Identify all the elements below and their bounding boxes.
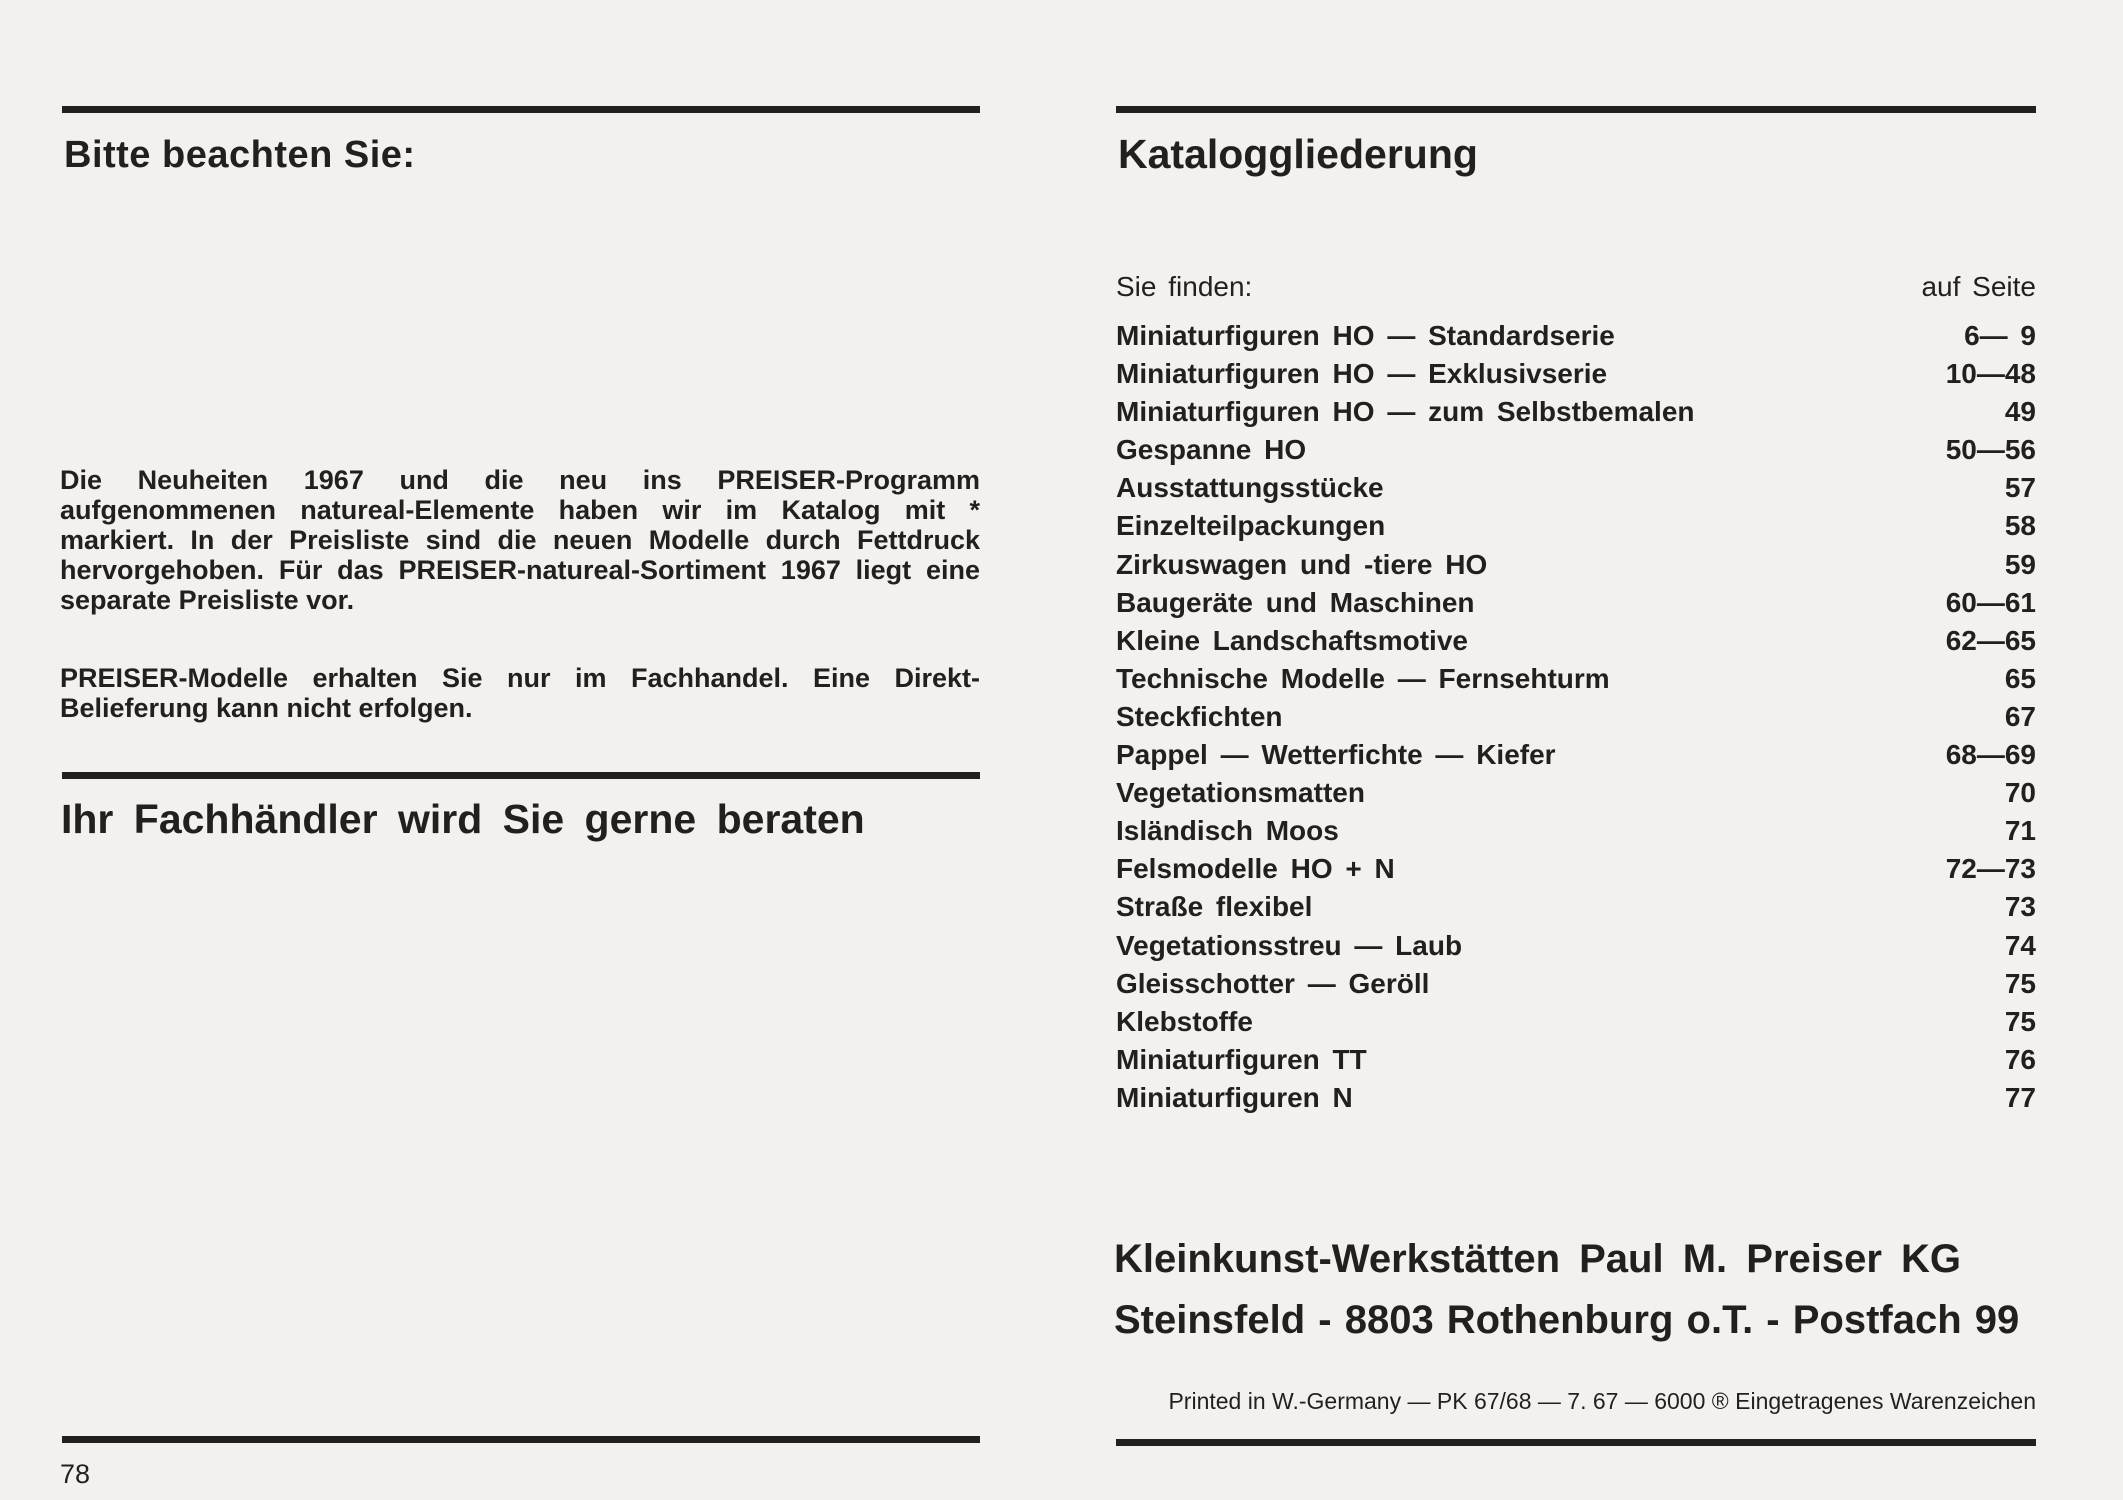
toc-entry bbox=[1116, 1079, 2036, 1117]
toc-entry-page: 75 bbox=[2004, 967, 2036, 999]
toc-entry bbox=[1116, 736, 2036, 774]
toc-entry-page: 59 bbox=[2004, 548, 2036, 580]
middle-rule-left bbox=[62, 772, 980, 779]
toc-entry-page: 49 bbox=[2004, 396, 2036, 428]
table-of-contents bbox=[1116, 317, 2036, 1117]
toc-entry-page: 6— 9 bbox=[1964, 320, 2036, 351]
toc-entry-page: 73 bbox=[2004, 891, 2036, 923]
toc-entry-title: Zirkuswagen und -tiere HO bbox=[1116, 548, 1488, 580]
toc-entry bbox=[1116, 774, 2036, 812]
toc-entry-page: 76 bbox=[2004, 1043, 2036, 1075]
toc-entry bbox=[1116, 507, 2036, 545]
toc-entry-title: Steckfichten bbox=[1116, 700, 1283, 732]
company-address: Steinsfeld - 8803 Rothenburg o.T. - Postfach 99 bbox=[1114, 1298, 2020, 1342]
toc-entry bbox=[1116, 469, 2036, 507]
notice-paragraph-2: PREISER-Modelle erhalten Sie nur im Fachhandel. Eine Direkt-Belieferung kann nicht erfolgen. bbox=[60, 663, 980, 723]
dealer-heading: Ihr Fachhändler wird Sie gerne beraten bbox=[61, 796, 865, 842]
toc-entry-page: 70 bbox=[2004, 777, 2036, 809]
toc-entry bbox=[1116, 546, 2036, 584]
toc-header bbox=[1116, 270, 2036, 304]
toc-entry-title: Einzelteilpackungen bbox=[1116, 510, 1386, 542]
toc-entry-title: Kleine Landschaftsmotive bbox=[1116, 624, 1468, 656]
toc-entry-page: 60—61 bbox=[1945, 586, 2036, 618]
toc-entry-page: 10—48 bbox=[1945, 358, 2036, 390]
toc-entry-page: 57 bbox=[2004, 472, 2036, 504]
toc-entry bbox=[1116, 888, 2036, 926]
toc-entry-title: Technische Modelle — Fernsehturm bbox=[1116, 662, 1610, 694]
toc-entry-page: 72—73 bbox=[1945, 853, 2036, 885]
toc-entry bbox=[1116, 698, 2036, 736]
toc-entry-page: 74 bbox=[2004, 929, 2036, 961]
toc-entry bbox=[1116, 431, 2036, 469]
notice-heading: Bitte beachten Sie: bbox=[64, 134, 416, 176]
toc-entry-title: Ausstattungsstücke bbox=[1116, 472, 1384, 504]
toc-entry-title: Gleisschotter — Geröll bbox=[1116, 967, 1430, 999]
toc-entry-page: 65 bbox=[2004, 662, 2036, 694]
notice-paragraph-1: Die Neuheiten 1967 und die neu ins PREISER-Programm aufgenommenen natureal-Elemente haben wir im Katalog mit * markiert. In der Preisliste sind die neuen Modelle durch Fettdruck hervorgehoben. Für das PREISER-natureal-Sortiment 1967 liegt eine separate Preisliste vor. bbox=[60, 465, 980, 615]
toc-entry bbox=[1116, 812, 2036, 850]
toc-entry-title: Klebstoffe bbox=[1116, 1005, 1253, 1037]
toc-entry-page: 68—69 bbox=[1945, 739, 2036, 771]
top-rule-right bbox=[1116, 106, 2036, 113]
bottom-rule-left bbox=[62, 1436, 980, 1443]
toc-entry bbox=[1116, 927, 2036, 965]
toc-entry bbox=[1116, 965, 2036, 1003]
catalog-structure-heading: Kataloggliederung bbox=[1118, 131, 1478, 177]
toc-entry-page: 50—56 bbox=[1945, 434, 2036, 466]
toc-page-label: auf Seite bbox=[1921, 271, 2036, 302]
toc-entry-title: Vegetationsstreu — Laub bbox=[1116, 929, 1463, 961]
toc-entry-page: 71 bbox=[2004, 815, 2036, 847]
toc-entry-title: Gespanne HO bbox=[1116, 434, 1307, 466]
top-rule-left bbox=[62, 106, 980, 113]
toc-entry bbox=[1116, 622, 2036, 660]
toc-entry-title: Miniaturfiguren HO — Exklusivserie bbox=[1116, 358, 1608, 390]
toc-entry-title: Vegetationsmatten bbox=[1116, 777, 1365, 809]
toc-entry-title: Pappel — Wetterfichte — Kiefer bbox=[1116, 739, 1556, 771]
toc-entry bbox=[1116, 850, 2036, 888]
toc-entry-title: Miniaturfiguren HO — zum Selbstbemalen bbox=[1116, 396, 1695, 428]
toc-entry bbox=[1116, 1041, 2036, 1079]
toc-entry bbox=[1116, 1003, 2036, 1041]
toc-entry bbox=[1116, 584, 2036, 622]
toc-entry-title: Miniaturfiguren TT bbox=[1116, 1043, 1367, 1075]
toc-entry-title: Miniaturfiguren HO — Standardserie bbox=[1116, 320, 1615, 351]
toc-entry-title: Miniaturfiguren N bbox=[1116, 1081, 1353, 1113]
toc-entry bbox=[1116, 317, 2036, 355]
toc-entry-page: 62—65 bbox=[1945, 624, 2036, 656]
toc-intro-label: Sie finden: bbox=[1116, 271, 1253, 302]
toc-entry-title: Isländisch Moos bbox=[1116, 815, 1339, 847]
toc-entry-page: 58 bbox=[2004, 510, 2036, 542]
toc-entry-page: 75 bbox=[2004, 1005, 2036, 1037]
toc-entry-page: 77 bbox=[2004, 1081, 2036, 1113]
toc-entry-title: Straße flexibel bbox=[1116, 891, 1313, 923]
toc-entry-title: Felsmodelle HO + N bbox=[1116, 853, 1395, 885]
print-imprint: Printed in W.-Germany — PK 67/68 — 7. 67 — 6000 ® Eingetragenes Warenzeichen bbox=[1168, 1388, 2036, 1414]
toc-entry bbox=[1116, 660, 2036, 698]
company-name: Kleinkunst-Werkstätten Paul M. Preiser KG bbox=[1114, 1237, 1962, 1281]
page-number: 78 bbox=[60, 1459, 91, 1489]
bottom-rule-right bbox=[1116, 1439, 2036, 1446]
toc-entry bbox=[1116, 355, 2036, 393]
toc-entry-page: 67 bbox=[2004, 700, 2036, 732]
toc-entry bbox=[1116, 393, 2036, 431]
toc-entry-title: Baugeräte und Maschinen bbox=[1116, 586, 1475, 618]
